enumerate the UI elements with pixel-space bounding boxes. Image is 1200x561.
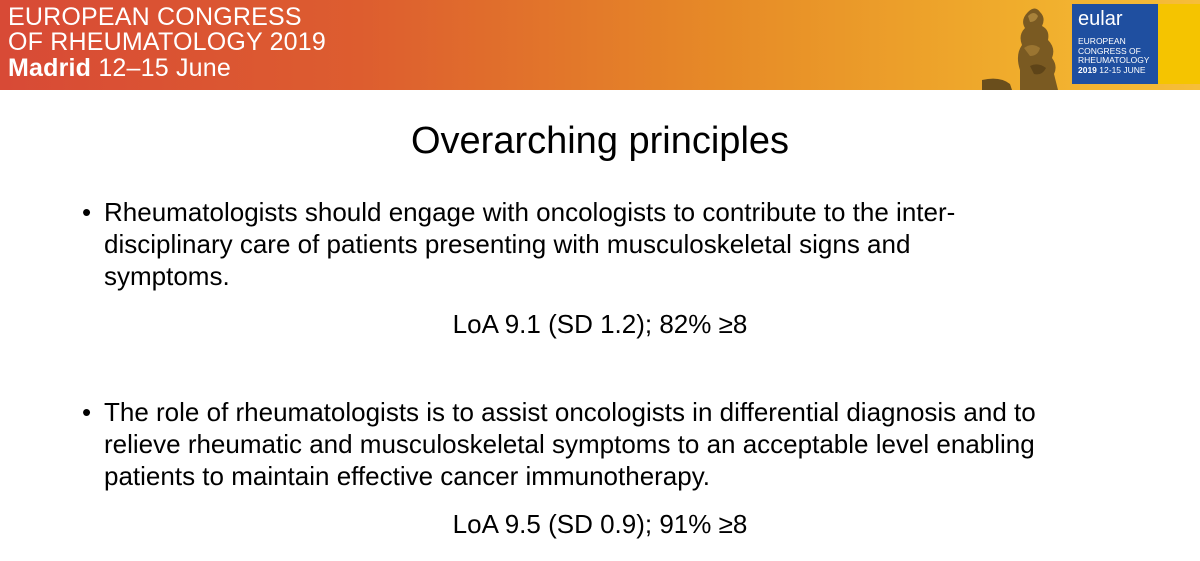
bullet-2-line-1: The role of rheumatologists is to assist oncologists in differential diagnosis and to [104, 397, 1036, 427]
bullet-1-line-3: symptoms. [104, 261, 230, 291]
eular-line-1: EUROPEAN [1078, 36, 1126, 46]
bullet-1-line-2: disciplinary care of patients presenting with musculoskeletal signs and [104, 229, 911, 259]
level-of-agreement-1: LoA 9.1 (SD 1.2); 82% ≥8 [452, 309, 748, 339]
eular-year: 2019 [1078, 64, 1097, 75]
bullet-2-line-2: relieve rheumatic and musculoskeletal symptoms to an acceptable level enabling [104, 429, 1035, 459]
eular-date-line [1078, 66, 1149, 76]
eular-line-2: CONGRESS OF [1078, 45, 1141, 56]
congress-title [8, 5, 326, 82]
congress-line-2: OF RHEUMATOLOGY 2019 [8, 28, 326, 56]
bullet-text-2 [104, 396, 1174, 492]
congress-city: Madrid [8, 54, 92, 82]
bullet-2-line-3: patients to maintain effective cancer immunotherapy. [104, 461, 711, 491]
eular-accent-bar [1158, 4, 1200, 84]
bullet-text-1 [104, 196, 1174, 292]
bullet-1-line-1: Rheumatologists should engage with oncologists to contribute to the inter- [104, 197, 956, 227]
congress-line-1: EUROPEAN CONGRESS [8, 3, 302, 31]
eular-logo [1072, 4, 1158, 84]
eular-line-3: RHEUMATOLOGY [1078, 55, 1150, 65]
statue-image [980, 0, 1080, 90]
eular-subtitle [1078, 37, 1149, 75]
bullet-marker-2: • [82, 397, 92, 427]
level-of-agreement-2: LoA 9.5 (SD 0.9); 91% ≥8 [452, 509, 748, 539]
eular-dates: 12-15 JUNE [1099, 64, 1146, 75]
eular-wordmark: eular [1078, 8, 1123, 30]
bullet-marker-1: • [82, 197, 92, 227]
header-banner [0, 0, 1200, 90]
congress-dates-line [8, 55, 326, 82]
slide-title: Overarching principles [410, 120, 790, 162]
congress-dates: 12–15 June [98, 54, 231, 82]
